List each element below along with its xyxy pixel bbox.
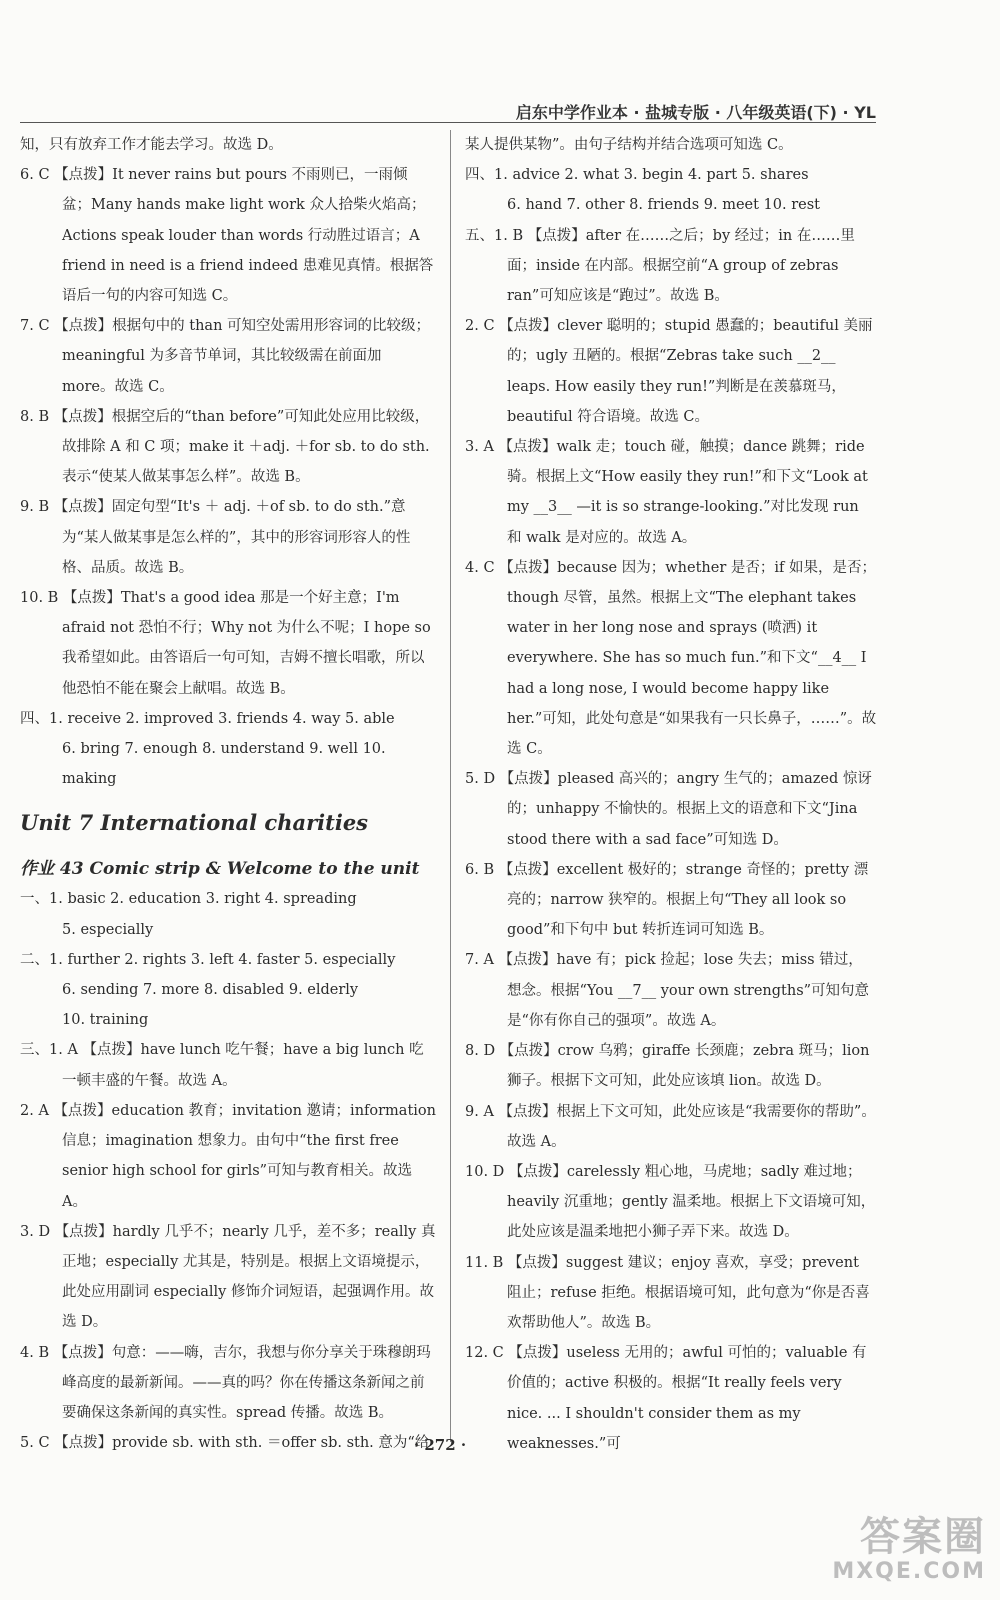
answer-item: 3. A 【点拨】walk 走；touch 碰，触摸；dance 跳舞；ride 骑。根据上文“How easily they run!”和下文“Look at my __3__ —it is so strange-looking.”对比发现 run 和 walk 是对应的。故选 A。	[465, 439, 868, 546]
answer-item: 7. C 【点拨】根据句中的 than 可知空处需用形容词的比较级；meaningful 为多音节单词，其比较级需在前面加 more。故选 C。	[20, 318, 431, 395]
running-header: 启东中学作业本 · 盐城专版 · 八年级英语(下) · YL	[515, 103, 876, 122]
answer-line: 四、1. receive 2. improved 3. friends 4. way 5. able	[20, 710, 395, 727]
answer-item: 11. B 【点拨】suggest 建议；enjoy 喜欢，享受；prevent 阻止；refuse 拒绝。根据语境可知，此句意为“你是否喜欢帮助他人”。故选 B。	[465, 1254, 870, 1331]
answer-item: 五、1. B 【点拨】after 在……之后；by 经过；in 在……里面；inside 在内部。根据空前“A group of zebras ran”可知应该是“跑过”。故选 B。	[465, 227, 855, 305]
answer-line: 5. especially	[62, 921, 154, 938]
text-line: 知，只有放弃工作才能去学习。故选 D。	[20, 137, 283, 153]
answer-line: 二、1. further 2. rights 3. left 4. faster 5. especially	[20, 951, 396, 968]
answer-item: 12. C 【点拨】useless 无用的；awful 可怕的；valuable 有价值的；active 积极的。根据“It really feels very nice. ... I shouldn't consider them as my weaknesses.”可	[465, 1345, 867, 1452]
answer-line: 10. training	[62, 1012, 149, 1029]
column-divider	[450, 130, 451, 1442]
answer-item: 2. C 【点拨】clever 聪明的；stupid 愚蠢的；beautiful 美丽的；ugly 丑陋的。根据“Zebras take such __2__ leaps. How easily they run!”判断是在羡慕斑马，beautiful 符合语境。故选 C。	[465, 318, 873, 425]
answer-item: 7. A 【点拨】have 有；pick 捡起；lose 失去；miss 错过，想念。根据“You __7__ your own strengths”可知句意是“你有你自己的强项”。故选 A。	[465, 952, 870, 1029]
page-number: · 272 ·	[413, 1436, 467, 1454]
watermark-url: MXQE.COM	[832, 1559, 986, 1584]
answer-item: 2. A 【点拨】education 教育；invitation 邀请；information 信息；imagination 想象力。由句中“the first free senior high school for girls”可知与教育相关。故选 A。	[20, 1102, 436, 1210]
header-rule	[20, 122, 876, 123]
answer-item: 9. B 【点拨】固定句型“It's ＋ adj. ＋of sb. to do sth.”意为“某人做某事是怎么样的”，其中的形容词形容人的性格、品质。故选 B。	[20, 499, 411, 576]
answer-item: 5. C 【点拨】provide sb. with sth. ＝offer sb. sth. 意为“给	[20, 1435, 430, 1452]
answer-item: 3. D 【点拨】hardly 几乎不；nearly 几乎，差不多；really 真正地；especially 尤其是，特别是。根据上文语境提示，此处应用副词 especially 修饰介词短语，起强调作用。故选 D。	[20, 1223, 436, 1331]
answer-item: 4. C 【点拨】because 因为；whether 是否；if 如果，是否；though 尽管，虽然。根据上文“The elephant takes water in her long nose and sprays (喷洒) it everywhere. She has so much fun.”和下文“__4__ I had a long nose, I would become happy like her.”可知，此处句意是“如果我有一只长鼻子，……”。故选 C。	[465, 559, 877, 758]
left-column	[20, 130, 436, 1458]
answer-item: 6. C 【点拨】It never rains but pours 不雨则已，一雨倾盆；Many hands make light work 众人拾柴火焰高；Actions speak louder than words 行动胜过语言；A friend in need is a friend indeed 患难见真情。根据答语后一句的内容可知选 C。	[20, 167, 434, 305]
text-line: 某人提供某物”。由句子结构并结合选项可知选 C。	[465, 137, 793, 153]
answer-item: 8. B 【点拨】根据空后的“than before”可知此处应用比较级，故排除 A 和 C 项；make it ＋adj. ＋for sb. to do sth. 表示“使某人做某事怎么样”。故选 B。	[20, 408, 430, 486]
answer-item: 9. A 【点拨】根据上下文可知，此处应该是“我需要你的帮助”。故选 A。	[465, 1103, 876, 1150]
watermark-text: 答案圈	[860, 1514, 986, 1560]
answer-item: 5. D 【点拨】pleased 高兴的；angry 生气的；amazed 惊讶的；unhappy 不愉快的。根据上文的语意和下文“Jina stood there with a sad face”可知选 D。	[465, 771, 872, 848]
right-column	[465, 130, 877, 1459]
answer-line: 6. bring 7. enough 8. understand 9. well 10. making	[62, 741, 386, 788]
answer-item: 10. D 【点拨】carelessly 粗心地，马虎地；sadly 难过地；heavily 沉重地；gently 温柔地。根据上下文语境可知，此处应该是温柔地把小狮子弄下来。故选 D。	[465, 1163, 876, 1241]
answer-line: 6. hand 7. other 8. friends 9. meet 10. rest	[507, 197, 820, 214]
unit-title: Unit 7 International charities	[20, 810, 368, 836]
answer-item: 4. B 【点拨】句意：——嗨，吉尔，我想与你分享关于珠穆朗玛峰高度的最新新闻。——真的吗？你在传播这条新闻之前要确保这条新闻的真实性。spread 传播。故选 B。	[20, 1344, 431, 1421]
answer-item: 三、1. A 【点拨】have lunch 吃午餐；have a big lunch 吃一顿丰盛的午餐。故选 A。	[20, 1042, 424, 1089]
answer-item: 8. D 【点拨】crow 乌鸦；giraffe 长颈鹿；zebra 斑马；lion 狮子。根据下文可知，此处应该填 lion。故选 D。	[465, 1043, 870, 1090]
answer-line: 6. sending 7. more 8. disabled 9. elderly	[62, 982, 359, 999]
answer-item: 6. B 【点拨】excellent 极好的；strange 奇怪的；pretty 漂亮的；narrow 狭窄的。根据上句“They all look so good”和下句中 but 转折连词可知选 B。	[465, 861, 869, 939]
homework-title: 作业 43 Comic strip & Welcome to the unit	[20, 859, 420, 880]
watermark-logo	[832, 1515, 986, 1584]
answer-line: 四、1. advice 2. what 3. begin 4. part 5. shares	[465, 167, 809, 184]
answer-line: 一、1. basic 2. education 3. right 4. spreading	[20, 891, 357, 908]
answer-item: 10. B 【点拨】That's a good idea 那是一个好主意；I'm afraid not 恐怕不行；Why not 为什么不呢；I hope so 我希望如此。由答语后一句可知，吉姆不擅长唱歌，所以他恐怕不能在聚会上献唱。故选 B。	[20, 590, 431, 697]
